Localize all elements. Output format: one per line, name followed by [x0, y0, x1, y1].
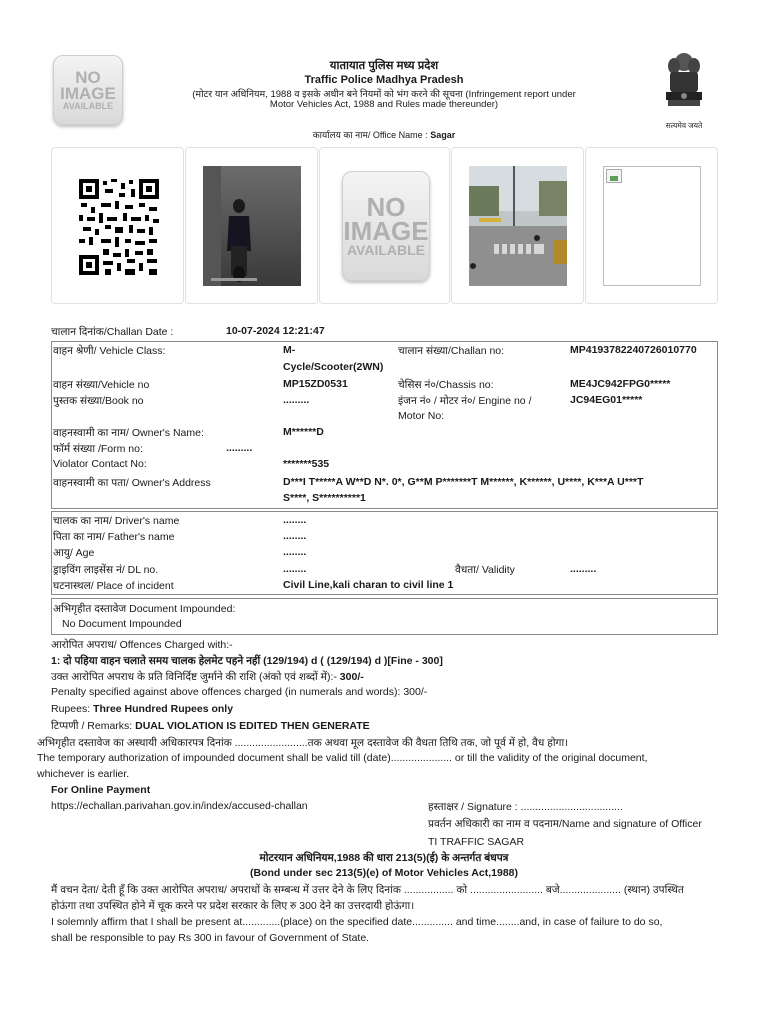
bond-para-english-1: I solemnly affirm that I shall be present at.............(place) on the specified date.............. and time........and, in case of failure to do so, — [51, 916, 663, 928]
authorization-hindi: अभिगृहीत दस्तावेज का अस्थायी अधिकारपत्र दिनांक .........................तक अथवा मूल दस्तावेज की वैधता तिथि तक, जो पूर्व में हो, वैध होगा। — [37, 737, 569, 749]
document-impounded-value: No Document Impounded — [62, 618, 182, 630]
penalty-hindi-value: 300/- — [339, 671, 364, 683]
engine-label-2: Motor No: — [398, 410, 445, 422]
rupees-line — [51, 703, 233, 715]
remarks-line — [51, 719, 370, 733]
violation-photo-card-2 — [319, 147, 450, 304]
chassis-value: ME4JC942FPG0***** — [570, 378, 671, 390]
photo-no-image-word-1: NO — [366, 191, 406, 222]
place-of-incident-value: Civil Line,kali charan to civil line 1 — [283, 579, 454, 591]
dl-no-label: ड्राइविंग लाइसेंस नं/ DL no. — [53, 564, 159, 576]
engine-value: JC94EG01***** — [570, 394, 643, 406]
dl-no-value: ........ — [283, 563, 307, 575]
rupees-value: Three Hundred Rupees only — [93, 703, 234, 715]
title-hindi: यातायात पुलिस मध्य प्रदेश — [329, 60, 439, 72]
broken-image-icon — [606, 169, 622, 183]
offences-heading: आरोपित अपराध/ Offences Charged with:- — [51, 639, 233, 651]
bond-title-hindi: मोटरयान अधिनियम,1988 की धारा 213(5)(ई) के अन्तर्गत बंधपत्र — [259, 852, 509, 864]
officer-value: TI TRAFFIC SAGAR — [428, 836, 525, 848]
penalty-english: Penalty specified against above offences charged (in numerals and words): 300/- — [51, 686, 428, 698]
national-emblem-icon — [656, 50, 712, 120]
photo-no-image-word-2: IMAGE — [343, 216, 429, 247]
road-photo — [469, 166, 567, 286]
subtitle-line-1: (मोटर यान अधिनियम, 1988 व इसके अधीन बने नियमों को भंग करने की सूचना (Infringement report under — [192, 89, 576, 100]
challan-no-value: MP4193782240726010770 — [570, 344, 697, 356]
place-of-incident-label: घटनास्थल/ Place of incident — [53, 580, 174, 592]
address-value-2: S****, S**********1 — [283, 492, 366, 504]
rupees-label: Rupees: — [51, 703, 91, 715]
challan-date-value: 10-07-2024 12:21:47 — [226, 325, 325, 337]
bond-para-hindi-2: होऊंगा तथा उपस्थित होने में चूक करने पर प्रदेश सरकार के लिए रु 300 देने का उत्तरदायी होऊंगा। — [51, 900, 415, 912]
vehicle-class-value-2: Cycle/Scooter(2WN) — [283, 361, 384, 373]
engine-label-1: इंजन नं० / मोटर नं०/ Engine no / — [398, 395, 532, 407]
no-image-word-1: NO — [75, 67, 101, 87]
father-name-label: पिता का नाम/ Father's name — [53, 531, 175, 543]
address-label: वाहनस्वामी का पता/ Owner's Address — [53, 477, 211, 489]
contact-value: *******535 — [283, 458, 330, 470]
book-no-label: पुस्तक संख्या/Book no — [53, 395, 144, 407]
contact-label: Violator Contact No: — [53, 458, 147, 470]
broken-image-frame — [603, 166, 701, 286]
vehicle-no-value: MP15ZD0531 — [283, 378, 348, 390]
title-english: Traffic Police Madhya Pradesh — [304, 74, 464, 86]
owner-name-value: M******D — [283, 426, 324, 438]
no-image-word-2: IMAGE — [60, 83, 116, 103]
driver-name-value: ........ — [283, 514, 307, 526]
vehicle-class-label: वाहन श्रेणी/ Vehicle Class: — [53, 345, 166, 357]
penalty-hindi — [51, 670, 364, 684]
qr-code-card — [51, 147, 184, 304]
owner-name-label: वाहनस्वामी का नाम/ Owner's Name: — [53, 427, 204, 439]
validity-value: ......... — [570, 563, 597, 575]
age-label: आयु/ Age — [53, 547, 95, 559]
violation-photo-card-4 — [585, 147, 718, 304]
violation-photo-card-1 — [185, 147, 318, 304]
driver-name-label: चालक का नाम/ Driver's name — [53, 515, 180, 527]
challan-date-label: चालान दिनांक/Challan Date : — [51, 326, 174, 338]
chassis-label: चेसिस नं०/Chassis no: — [398, 379, 494, 391]
vehicle-no-label: वाहन संख्या/Vehicle no — [53, 379, 150, 391]
book-no-value: ......... — [283, 394, 310, 406]
rider-photo — [203, 166, 301, 286]
online-payment-link[interactable]: https://echallan.parivahan.gov.in/index/accused-challan — [51, 800, 308, 812]
emblem-motto: सत्यमेव जयते — [665, 121, 703, 130]
age-value: ........ — [283, 546, 307, 558]
vehicle-class-value-1: M- — [283, 344, 296, 356]
signature-label: हस्ताक्षर / Signature : ................................... — [428, 801, 623, 813]
online-payment-heading: For Online Payment — [51, 784, 151, 796]
bond-para-hindi-1: मैं वचन देता/ देती हूँ कि उक्त आरोपित अपराध/ अपराधों के सम्बन्ध में उत्तर देने के लिए दिनांक ................. को ......................... बजे..................... (स्थान) उपस्थित — [51, 884, 684, 896]
father-name-value: ........ — [283, 530, 307, 542]
qr-code-icon — [79, 179, 159, 275]
offence-line: 1: दो पहिया वाहन चलाते समय चालक हेलमेट पहने नहीं (129/194) d ( (129/194) d )[Fine - 300] — [51, 655, 443, 667]
remarks-label: टिप्पणी / Remarks: — [51, 720, 133, 732]
penalty-hindi-label: उक्त आरोपित अपराध के प्रति विनिर्दिष्ट जुर्माने की राशि (अंको एवं शब्दों में):- — [51, 671, 337, 683]
office-label: कार्यालय का नाम/ Office Name : — [312, 130, 428, 140]
no-image-word-3: AVAILABLE — [62, 100, 114, 111]
remarks-value: DUAL VIOLATION IS EDITED THEN GENERATE — [135, 720, 370, 732]
document-impounded-label: अभिगृहीत दस्तावेज Document Impounded: — [53, 603, 236, 615]
bond-title-english: (Bond under sec 213(5)(e) of Motor Vehicles Act,1988) — [249, 867, 518, 879]
challan-no-label: चालान संख्या/Challan no: — [398, 345, 505, 357]
photo-no-image-placeholder — [342, 171, 430, 281]
form-no-label: फॉर्म संख्या /Form no: — [53, 443, 143, 455]
address-value-1: D***I T*****A W**D N*. 0*, G**M P*******T M******, K******, U****, K***A U***T — [283, 476, 644, 488]
office-name — [0, 128, 768, 141]
office-value: Sagar — [430, 130, 456, 140]
form-no-value: ......... — [226, 442, 253, 454]
photo-no-image-word-3: AVAILABLE — [346, 242, 426, 259]
officer-label: प्रवर्तन अधिकारी का नाम व पदनाम/Name and signature of Officer — [428, 818, 702, 830]
subtitle-line-2: Motor Vehicles Act, 1988 and Rules made thereunder) — [269, 99, 499, 110]
bond-para-english-2: shall be responsible to pay Rs 300 in favour of Government of State. — [51, 932, 370, 944]
validity-label: वैधता/ Validity — [455, 564, 515, 576]
authorization-english-1: The temporary authorization of impounded document shall be valid till (date)..................... or till the validity of the original document, — [37, 752, 648, 764]
authorization-english-2: whichever is earlier. — [37, 768, 130, 780]
violation-photo-card-3 — [451, 147, 584, 304]
